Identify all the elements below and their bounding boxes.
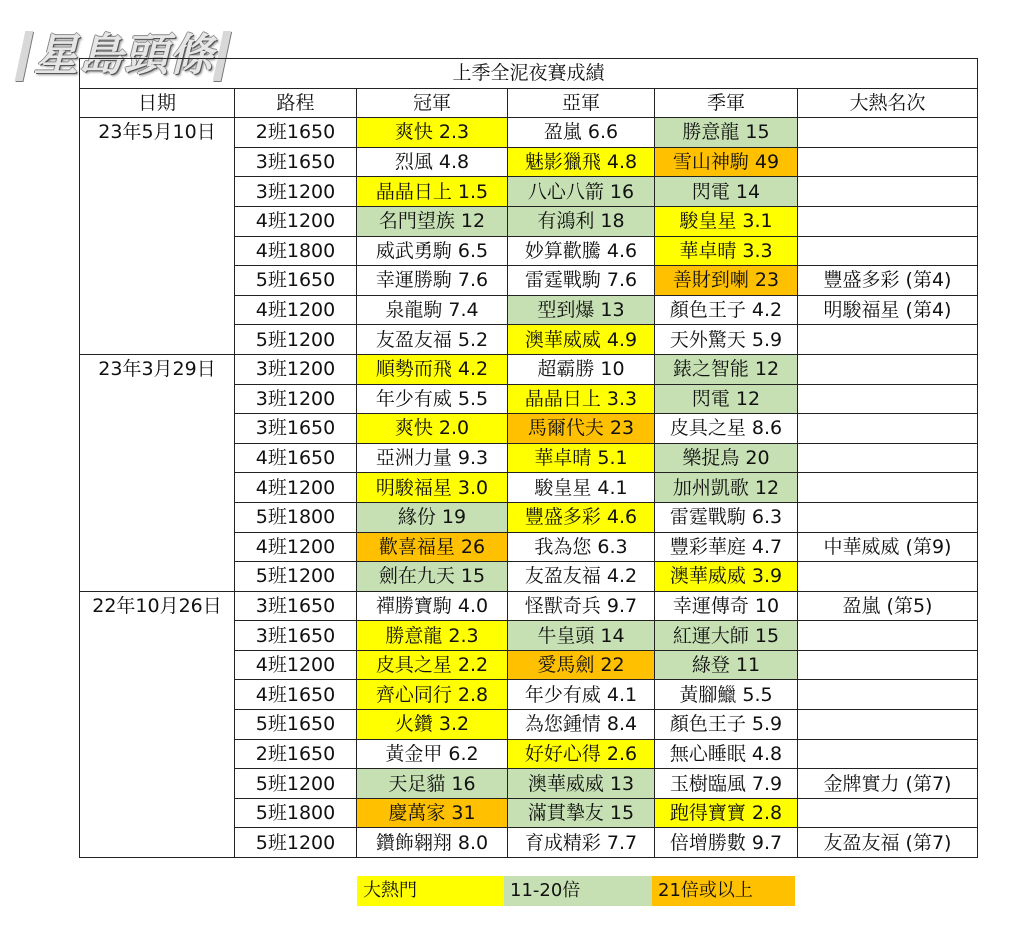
race-class-distance: 2班1650 xyxy=(235,739,357,769)
winner-cell: 皮具之星 2.2 xyxy=(357,650,508,680)
favourite-placing-cell xyxy=(798,650,978,680)
header-date: 日期 xyxy=(80,88,235,118)
race-class-distance: 3班1650 xyxy=(235,414,357,444)
race-class-distance: 4班1200 xyxy=(235,206,357,236)
third-cell: 錶之智能 12 xyxy=(655,354,798,384)
third-cell: 顏色王子 5.9 xyxy=(655,710,798,740)
third-cell: 顏色王子 4.2 xyxy=(655,295,798,325)
second-cell: 八心八箭 16 xyxy=(508,177,655,207)
second-cell: 豐盛多彩 4.6 xyxy=(508,502,655,532)
logo-bar-left xyxy=(15,31,34,81)
race-class-distance: 5班1800 xyxy=(235,798,357,828)
table-row xyxy=(80,591,978,621)
favourite-placing-cell: 友盈友福 (第7) xyxy=(798,828,978,858)
favourite-placing-cell: 盈嵐 (第5) xyxy=(798,591,978,621)
third-cell: 紅運大師 15 xyxy=(655,621,798,651)
winner-cell: 明駿福星 3.0 xyxy=(357,473,508,503)
third-cell: 華卓晴 3.3 xyxy=(655,236,798,266)
second-cell: 為您鍾情 8.4 xyxy=(508,710,655,740)
second-cell: 友盈友福 4.2 xyxy=(508,562,655,592)
third-cell: 駿皇星 3.1 xyxy=(655,206,798,236)
race-date: 22年10月26日 xyxy=(80,591,235,857)
header-winner: 冠軍 xyxy=(357,88,508,118)
favourite-placing-cell xyxy=(798,798,978,828)
winner-cell: 友盈友福 5.2 xyxy=(357,325,508,355)
title-row xyxy=(80,59,978,89)
race-class-distance: 5班1650 xyxy=(235,266,357,296)
winner-cell: 幸運勝駒 7.6 xyxy=(357,266,508,296)
winner-cell: 慶萬家 31 xyxy=(357,798,508,828)
results-table-body xyxy=(80,59,978,858)
winner-cell: 泉龍駒 7.4 xyxy=(357,295,508,325)
favourite-placing-cell xyxy=(798,473,978,503)
second-cell: 滿貫摯友 15 xyxy=(508,798,655,828)
race-class-distance: 5班1800 xyxy=(235,502,357,532)
color-legend xyxy=(357,876,795,906)
table-row xyxy=(80,354,978,384)
winner-cell: 晶晶日上 1.5 xyxy=(357,177,508,207)
winner-cell: 歡喜福星 26 xyxy=(357,532,508,562)
third-cell: 加州凱歌 12 xyxy=(655,473,798,503)
favourite-placing-cell: 明駿福星 (第4) xyxy=(798,295,978,325)
favourite-placing-cell xyxy=(798,443,978,473)
third-cell: 雪山神駒 49 xyxy=(655,147,798,177)
second-cell: 型到爆 13 xyxy=(508,295,655,325)
second-cell: 我為您 6.3 xyxy=(508,532,655,562)
third-cell: 天外驚天 5.9 xyxy=(655,325,798,355)
third-cell: 綠登 11 xyxy=(655,650,798,680)
race-class-distance: 3班1200 xyxy=(235,354,357,384)
winner-cell: 禪勝寶駒 4.0 xyxy=(357,591,508,621)
favourite-placing-cell xyxy=(798,621,978,651)
race-date: 23年5月10日 xyxy=(80,118,235,355)
winner-cell: 名門望族 12 xyxy=(357,206,508,236)
second-cell: 華卓晴 5.1 xyxy=(508,443,655,473)
header-third: 季軍 xyxy=(655,88,798,118)
race-class-distance: 4班1800 xyxy=(235,236,357,266)
legend-21-plus: 21倍或以上 xyxy=(652,876,795,906)
third-cell: 跑得寶寶 2.8 xyxy=(655,798,798,828)
favourite-placing-cell xyxy=(798,502,978,532)
second-cell: 澳華威威 13 xyxy=(508,769,655,799)
header-favourite-placing: 大熱名次 xyxy=(798,88,978,118)
winner-cell: 齊心同行 2.8 xyxy=(357,680,508,710)
table-row xyxy=(80,118,978,148)
second-cell: 魅影獵飛 4.8 xyxy=(508,147,655,177)
race-class-distance: 4班1200 xyxy=(235,532,357,562)
third-cell: 幸運傳奇 10 xyxy=(655,591,798,621)
header-distance: 路程 xyxy=(235,88,357,118)
favourite-placing-cell xyxy=(798,206,978,236)
second-cell: 盈嵐 6.6 xyxy=(508,118,655,148)
second-cell: 牛皇頭 14 xyxy=(508,621,655,651)
legend-favourite: 大熱門 xyxy=(357,876,504,906)
favourite-placing-cell xyxy=(798,414,978,444)
third-cell: 豐彩華庭 4.7 xyxy=(655,532,798,562)
results-table xyxy=(79,58,978,858)
favourite-placing-cell xyxy=(798,118,978,148)
favourite-placing-cell xyxy=(798,177,978,207)
race-class-distance: 5班1650 xyxy=(235,710,357,740)
logo-text: 星島頭條 xyxy=(34,30,214,81)
race-class-distance: 5班1200 xyxy=(235,769,357,799)
race-class-distance: 4班1200 xyxy=(235,650,357,680)
winner-cell: 年少有威 5.5 xyxy=(357,384,508,414)
race-class-distance: 4班1200 xyxy=(235,473,357,503)
second-cell: 有鴻利 18 xyxy=(508,206,655,236)
favourite-placing-cell xyxy=(798,147,978,177)
winner-cell: 火鑽 3.2 xyxy=(357,710,508,740)
favourite-placing-cell: 豐盛多彩 (第4) xyxy=(798,266,978,296)
race-class-distance: 3班1650 xyxy=(235,147,357,177)
race-class-distance: 5班1200 xyxy=(235,325,357,355)
second-cell: 晶晶日上 3.3 xyxy=(508,384,655,414)
race-class-distance: 5班1200 xyxy=(235,562,357,592)
race-class-distance: 4班1650 xyxy=(235,680,357,710)
favourite-placing-cell xyxy=(798,325,978,355)
race-class-distance: 5班1200 xyxy=(235,828,357,858)
race-date: 23年3月29日 xyxy=(80,354,235,591)
race-class-distance: 3班1650 xyxy=(235,591,357,621)
third-cell: 倍增勝數 9.7 xyxy=(655,828,798,858)
winner-cell: 緣份 19 xyxy=(357,502,508,532)
second-cell: 怪獸奇兵 9.7 xyxy=(508,591,655,621)
race-class-distance: 4班1650 xyxy=(235,443,357,473)
third-cell: 樂捉鳥 20 xyxy=(655,443,798,473)
winner-cell: 威武勇駒 6.5 xyxy=(357,236,508,266)
second-cell: 愛馬劍 22 xyxy=(508,650,655,680)
favourite-placing-cell xyxy=(798,739,978,769)
third-cell: 皮具之星 8.6 xyxy=(655,414,798,444)
second-cell: 雷霆戰駒 7.6 xyxy=(508,266,655,296)
favourite-placing-cell xyxy=(798,354,978,384)
legend-11-20: 11-20倍 xyxy=(504,876,652,906)
second-cell: 育成精彩 7.7 xyxy=(508,828,655,858)
winner-cell: 劍在九天 15 xyxy=(357,562,508,592)
winner-cell: 天足貓 16 xyxy=(357,769,508,799)
second-cell: 澳華威威 4.9 xyxy=(508,325,655,355)
race-class-distance: 2班1650 xyxy=(235,118,357,148)
third-cell: 善財到喇 23 xyxy=(655,266,798,296)
favourite-placing-cell xyxy=(798,680,978,710)
third-cell: 勝意龍 15 xyxy=(655,118,798,148)
header-row xyxy=(80,88,978,118)
second-cell: 妙算歡騰 4.6 xyxy=(508,236,655,266)
second-cell: 駿皇星 4.1 xyxy=(508,473,655,503)
second-cell: 好好心得 2.6 xyxy=(508,739,655,769)
winner-cell: 勝意龍 2.3 xyxy=(357,621,508,651)
third-cell: 玉樹臨風 7.9 xyxy=(655,769,798,799)
race-class-distance: 3班1200 xyxy=(235,384,357,414)
second-cell: 馬爾代夫 23 xyxy=(508,414,655,444)
race-class-distance: 3班1200 xyxy=(235,177,357,207)
favourite-placing-cell: 金牌實力 (第7) xyxy=(798,769,978,799)
winner-cell: 黃金甲 6.2 xyxy=(357,739,508,769)
third-cell: 閃電 14 xyxy=(655,177,798,207)
race-class-distance: 4班1200 xyxy=(235,295,357,325)
favourite-placing-cell xyxy=(798,562,978,592)
third-cell: 澳華威威 3.9 xyxy=(655,562,798,592)
winner-cell: 烈風 4.8 xyxy=(357,147,508,177)
winner-cell: 順勢而飛 4.2 xyxy=(357,354,508,384)
third-cell: 閃電 12 xyxy=(655,384,798,414)
third-cell: 雷霆戰駒 6.3 xyxy=(655,502,798,532)
winner-cell: 鑽飾翱翔 8.0 xyxy=(357,828,508,858)
winner-cell: 爽快 2.0 xyxy=(357,414,508,444)
favourite-placing-cell xyxy=(798,236,978,266)
third-cell: 無心睡眠 4.8 xyxy=(655,739,798,769)
winner-cell: 爽快 2.3 xyxy=(357,118,508,148)
winner-cell: 亞洲力量 9.3 xyxy=(357,443,508,473)
favourite-placing-cell: 中華威威 (第9) xyxy=(798,532,978,562)
second-cell: 年少有威 4.1 xyxy=(508,680,655,710)
race-class-distance: 3班1650 xyxy=(235,621,357,651)
third-cell: 黃腳鱲 5.5 xyxy=(655,680,798,710)
favourite-placing-cell xyxy=(798,710,978,740)
second-cell: 超霸勝 10 xyxy=(508,354,655,384)
favourite-placing-cell xyxy=(798,384,978,414)
header-second: 亞軍 xyxy=(508,88,655,118)
table-title: 上季全泥夜賽成績 xyxy=(80,59,978,89)
